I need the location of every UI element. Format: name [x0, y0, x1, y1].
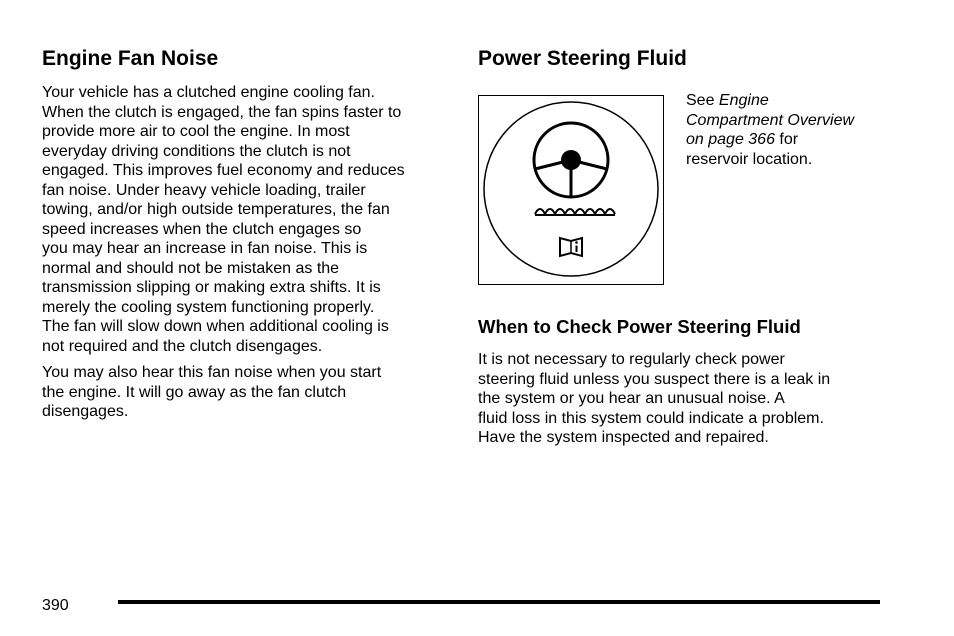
see-prefix: See [686, 92, 719, 109]
power-steering-fluid-heading: Power Steering Fluid [478, 47, 687, 70]
see-suffix: for reservoir location. [686, 131, 813, 168]
owner-manual-info-icon [560, 238, 582, 256]
when-to-check-heading: When to Check Power Steering Fluid [478, 316, 801, 337]
when-to-check-paragraph: It is not necessary to regularly check power steering fluid unless you suspect there is a leak in the system or you hear an unusual noise. A fluid loss in this system could indicate a problem. Have the system inspected and repaired. [478, 351, 831, 446]
page-number: 390 [42, 597, 69, 614]
power-steering-fluid-icon [479, 96, 662, 283]
footer-rule [118, 600, 880, 604]
power-steering-fluid-symbol-box [478, 95, 664, 285]
fluid-level-icon [535, 209, 615, 214]
engine-fan-noise-paragraph-1: Your vehicle has a clutched engine cooling fan. When the clutch is engaged, the fan spins faster to provide more air to cool the engine. In most everyday driving conditions the clutch is not engaged. This improves fuel economy and reduces fan noise. Under heavy vehicle loading, trailer towing, and/or high outside temperatures, the fan speed increases when the clutch engages so you may hear an increase in fan noise. This is normal and should not be mistaken as the transmission slipping or making extra shifts. It is merely the cooling system functioning properly. The fan will slow down when additional cooling is not required and the clutch disengages. [42, 84, 405, 355]
engine-compartment-overview-link[interactable]: Engine Compartment Overview on page 366 [686, 92, 855, 148]
reservoir-location-note [686, 91, 886, 169]
engine-fan-noise-heading: Engine Fan Noise [42, 47, 219, 70]
engine-fan-noise-paragraph-2: You may also hear this fan noise when you start the engine. It will go away as the fan clutch disengages. [42, 364, 382, 420]
steering-wheel-icon [534, 123, 608, 197]
